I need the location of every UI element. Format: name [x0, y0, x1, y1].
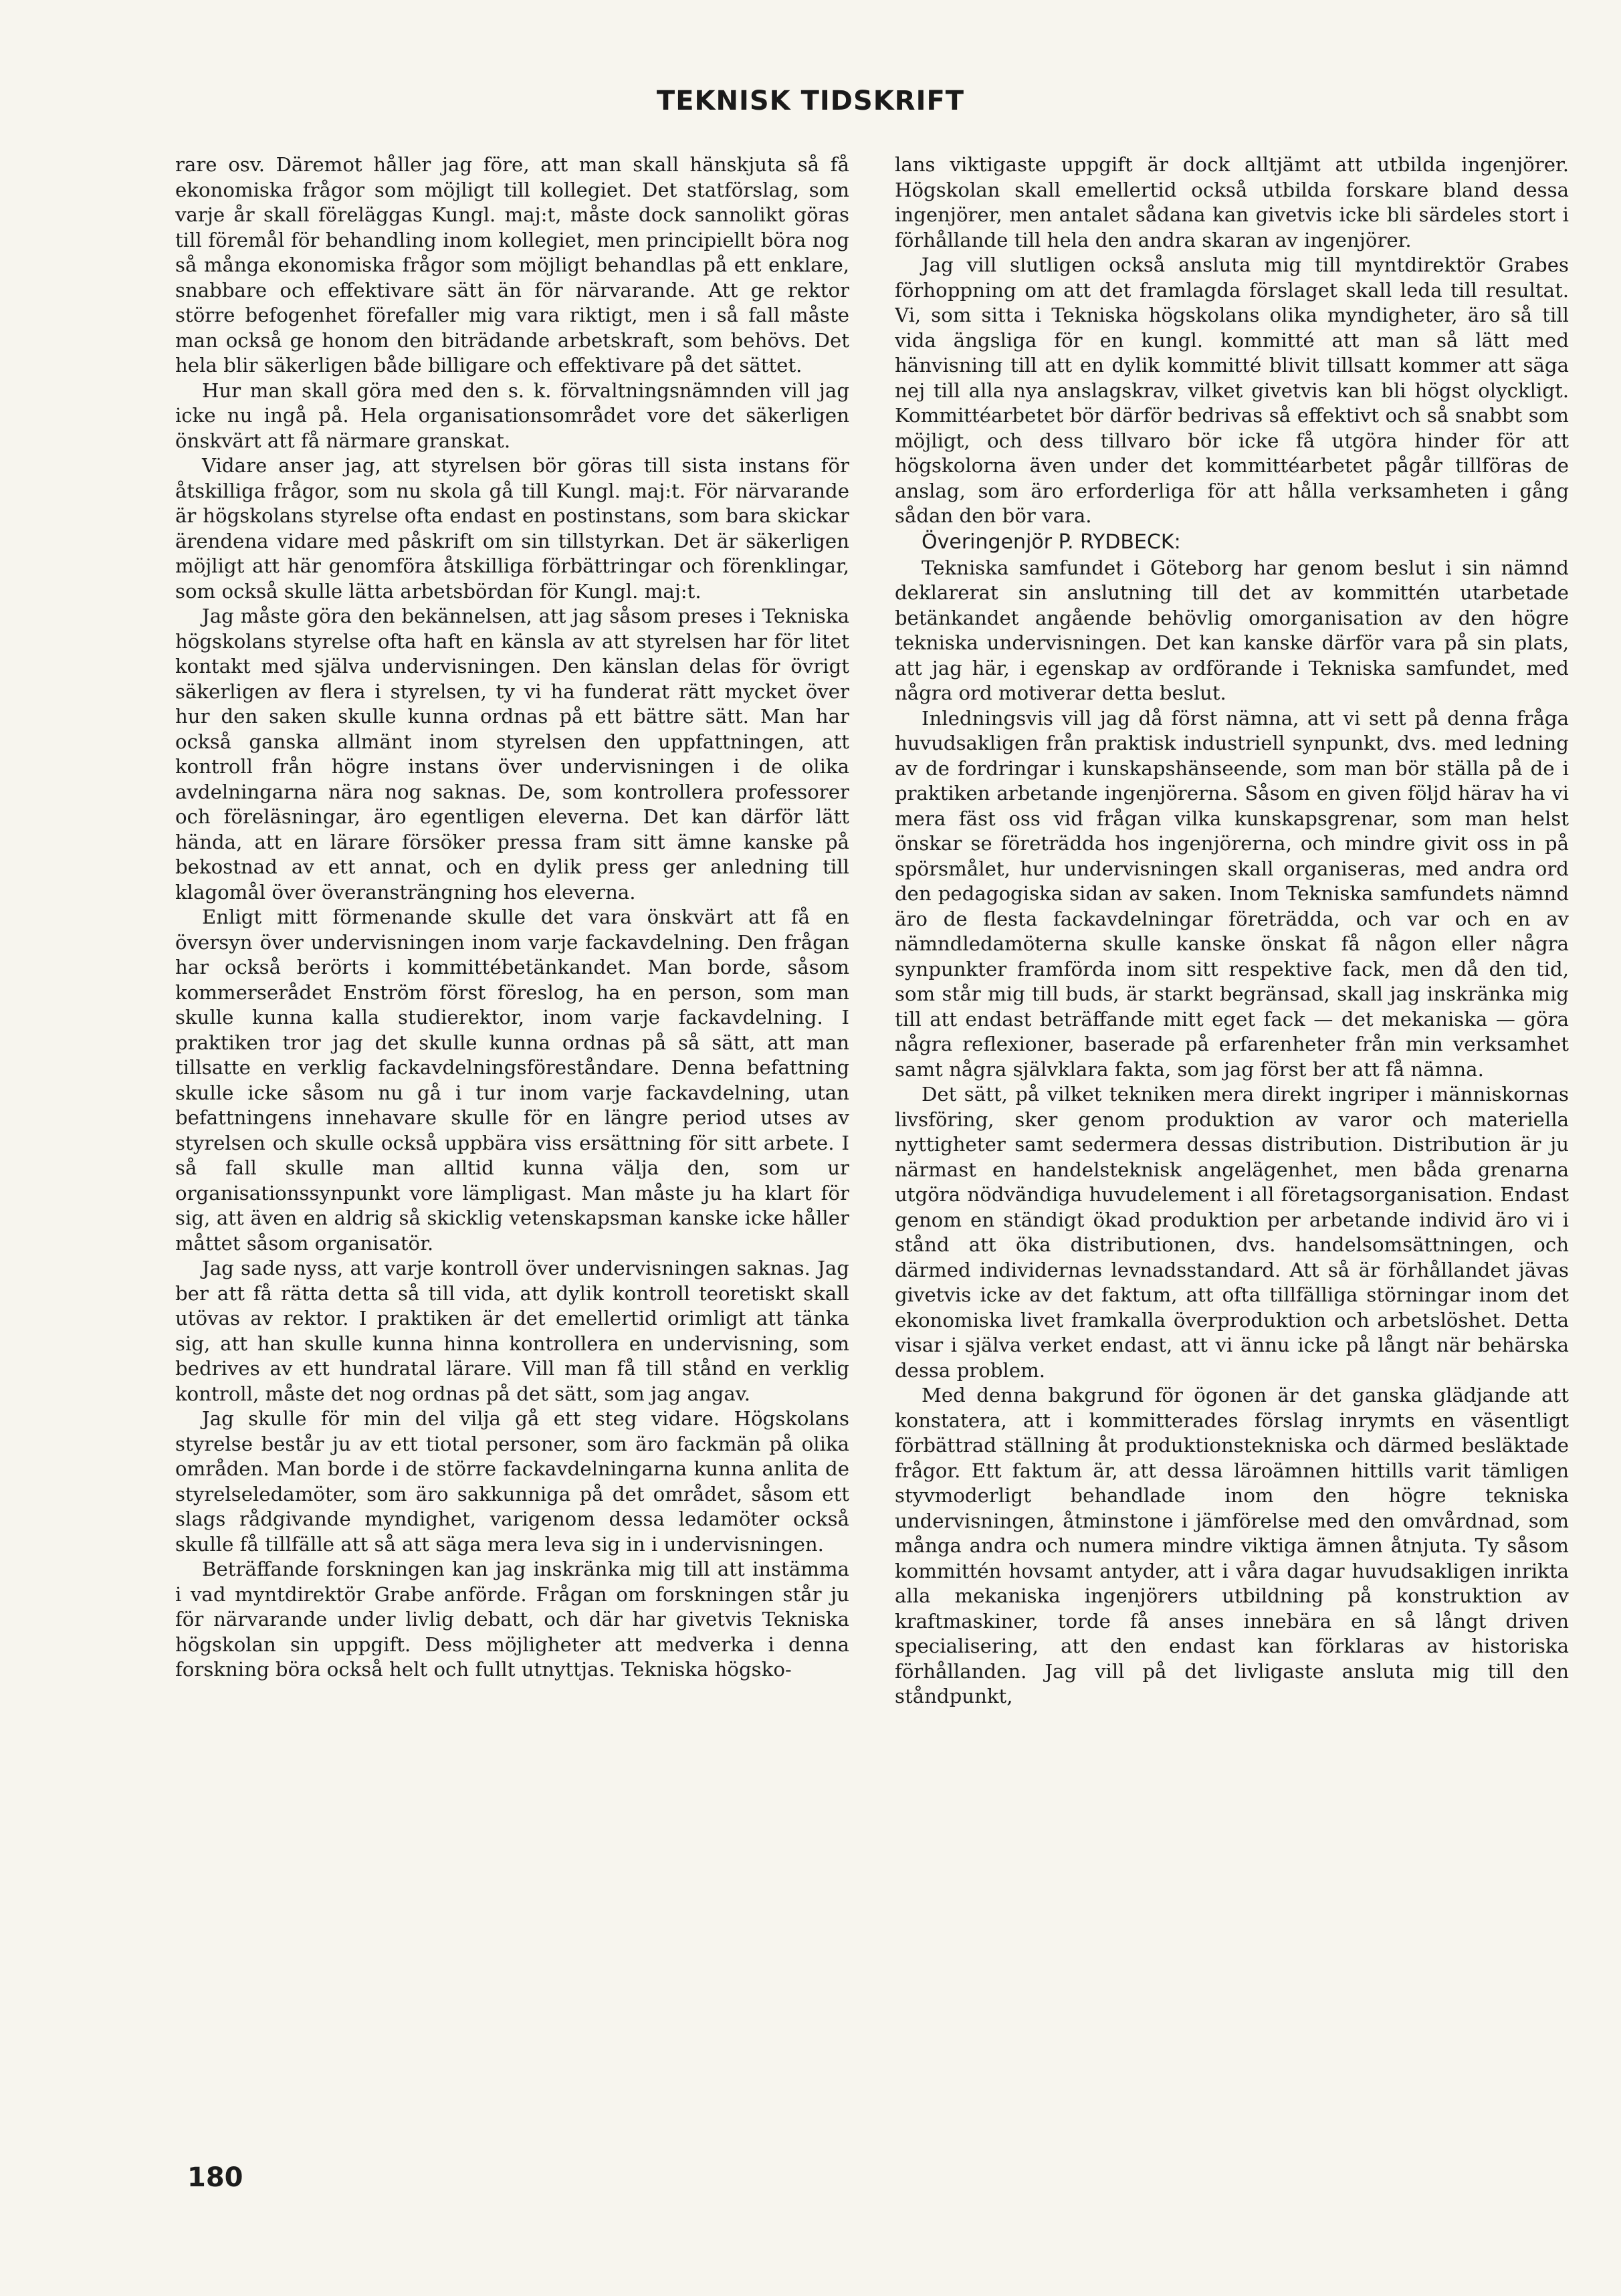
paragraph: Tekniska samfundet i Göteborg har genom beslut i sin nämnd deklarerat sin anslutning till det av kommittén utarbetade betänkandet angående behövlig omorganisation av den högre tekniska undervisningen. Det kan kanske därför vara på sin plats, att jag här, i egenskap av ordförande i Tekniska samfundet, med några ord motiverar detta beslut.: [895, 556, 1569, 704]
left-column: [175, 152, 849, 2159]
paragraph: Jag sade nyss, att varje kontroll över undervisningen saknas. Jag ber att få rätta detta så till vida, att dylik kontroll teoretiskt skall utövas av rektor. I praktiken är det emellertid orimligt att tänka sig, att han skulle kunna hinna kontrollera en undervisning, som bedrives av ett hundratal lärare. Vill man få till stånd en verklig kontroll, måste det nog ordnas på det sätt, som jag angav.: [175, 1257, 849, 1405]
paragraph: Enligt mitt förmenande skulle det vara önskvärt att få en översyn över undervisningen inom varje fackavdelning. Den frågan har också berörts i kommittébetänkandet. Man borde, såsom kommerserådet Enström först föreslog, ha en person, som man skulle kunna kalla studierektor, inom varje fackavdelning. I praktiken tror jag det skulle kunna ordnas på så sätt, att man tillsatte en verklig fackavdelningsföreståndare. Denna befattning skulle icke såsom nu gå i tur inom varje fackavdelning, utan befattningens innehavare skulle för en längre period utses av styrelsen och skulle också uppbära viss ersättning för sitt arbete. I så fall skulle man alltid kunna välja den, som ur organisationssynpunkt vore lämpligast. Man måste ju ha klart för sig, att även en aldrig så skicklig vetenskapsman kanske icke håller måttet såsom organisatör.: [175, 906, 849, 1255]
paragraph: rare osv. Däremot håller jag före, att man skall hänskjuta så få ekonomiska frågor som möjligt till kollegiet. Det statförslag, som varje år skall föreläggas Kungl. maj:t, måste dock sannolikt göras till föremål för behandling inom kollegiet, men principiellt böra nog så många ekonomiska frågor som möjligt behandlas på ett enklare, snabbare och effektivare sätt än för närvarande. Att ge rektor större befogenhet förefaller mig vara riktigt, men i så fall måste man också ge honom den biträdande arbetskraft, som behövs. Det hela blir säkerligen både billigare och effektivare på det sättet.: [175, 153, 849, 377]
paragraph: Jag måste göra den bekännelsen, att jag såsom preses i Tekniska högskolans styrelse ofta haft en känsla av att styrelsen har för litet kontakt med själva undervisningen. Den känslan delas för övrigt säkerligen av flera i styrelsen, ty vi ha funderat rätt mycket över hur den saken skulle kunna ordnas på ett bättre sätt. Man har också ganska allmänt inom styrelsen den uppfattningen, att kontroll från högre instans över undervisningen i de olika avdelningarna nära nog saknas. De, som kontrollera professorer och föreläsningar, äro egentligen eleverna. Det kan därför lätt hända, att en lärare försöker pressa fram sitt ämne kanske på bekostnad av ett annat, och en dylik press ger anledning till klagomål över överansträngning hos eleverna.: [175, 605, 849, 904]
paragraph: Jag skulle för min del vilja gå ett steg vidare. Högskolans styrelse består ju av ett tiotal personer, som äro fackmän på olika områden. Man borde i de större fackavdelningarna kunna anlita de styrelseledamöter, som äro sakkunniga på det området, såsom ett slags rådgivande myndighet, varigenom dessa ledamöter också skulle få tillfälle att så att säga mera leva sig in i undervisningen.: [175, 1407, 849, 1556]
journal-header: TEKNISK TIDSKRIFT: [656, 86, 965, 116]
paragraph: Jag vill slutligen också ansluta mig till myntdirektör Grabes förhoppning om att det framlagda förslaget skall leda till resultat. Vi, som sitta i Tekniska högskolans olika myndigheter, äro så till vida ängsliga för en kungl. kommitté att man så lätt med hänvisning till att en dylik kommitté blivit tillsatt kommer att säga nej till alla nya anslagskrav, vilket givetvis kan bli högst olyckligt. Kommittéarbetet bör därför bedrivas så effektivt och så snabbt som möjligt, och dess tillvaro bör icke få utgöra hinder för att högskolorna även under det kommittéarbetet pågår tillföras de anslag, som äro erforderliga för att hålla verksamheten i gång sådan den bör vara.: [895, 253, 1569, 527]
right-column: [895, 152, 1569, 2159]
paragraph: Det sätt, på vilket tekniken mera direkt ingriper i människornas livsföring, sker genom produktion av varor och materiella nyttigheter samt sedermera dessas distribution. Distribution är ju närmast en handelsteknisk angelägenhet, men båda grenarna utgöra nödvändiga huvudelement i all företagsorganisation. Endast genom en ständigt ökad produktion per arbetande individ äro vi i stånd att öka distributionen, dvs. handelsomsättningen, och därmed individernas levnadsstandard. Att så är förhållandet jävas givetvis icke av det faktum, att ofta tillfälliga störningar inom det ekonomiska livet framkalla överproduktion och arbetslöshet. Detta visar i själva verket endast, att vi ännu icke på långt när behärska dessa problem.: [895, 1083, 1569, 1382]
paragraph: lans viktigaste uppgift är dock alltjämt att utbilda ingenjörer. Högskolan skall emellertid också utbilda forskare bland dessa ingenjörer, men antalet sådana kan givetvis icke bli särdeles stort i förhållande till hela den andra skaran av ingenjörer.: [895, 153, 1569, 251]
paragraph: Hur man skall göra med den s. k. förvaltningsnämnden vill jag icke nu ingå på. Hela organisationsområdet vore det säkerligen önskvärt att få närmare granskat.: [175, 379, 849, 452]
paragraph: Beträffande forskningen kan jag inskränka mig till att instämma i vad myntdirektör Grabe anförde. Frågan om forskningen står ju för närvarande under livlig debatt, och där har givetvis Tekniska högskolan sin uppgift. Dess möjligheter att medverka i denna forskning böra också helt och fullt utnyttjas. Tekniska högsko-: [175, 1558, 849, 1681]
paragraph: Med denna bakgrund för ögonen är det ganska glädjande att konstatera, att i kommitterades förslag inrymts en väsentligt förbättrad ställning åt produktionstekniska och därmed besläktade frågor. Ett faktum är, att dessa läroämnen hittills varit tämligen styvmoderligt behandlade inom den högre tekniska undervisningen, åtminstone i jämförelse med den omvårdnad, som många andra och numera mindre viktiga ämnen åtnjuta. Ty såsom kommittén hovsamt antyder, att i våra dagar huvudsakligen inrikta alla mekaniska ingenjörers utbildning på konstruktion av kraftmaskiner, torde få anses innebära en så långt driven specialisering, att den endast kan förklaras av historiska förhållanden. Jag vill på det livligaste ansluta mig till den ståndpunkt,: [895, 1384, 1569, 1707]
paragraph: Vidare anser jag, att styrelsen bör göras till sista instans för åtskilliga frågor, som nu skola gå till Kungl. maj:t. För närvarande är högskolans styrelse ofta endast en postinstans, som bara skickar ärendena vidare med påskrift om sin tillstyrkan. Det är säkerligen möjligt att här genomföra åtskilliga förbättringar och förenklingar, som också skulle lätta arbetsbördan för Kungl. maj:t.: [175, 454, 849, 603]
speaker-heading: Överingenjör P. RYDBECK:: [922, 530, 1181, 554]
paragraph: Inledningsvis vill jag då först nämna, att vi sett på denna fråga huvudsakligen från praktisk industriell synpunkt, dvs. med ledning av de fordringar i kunskapshänseende, som man bör ställa på de i praktiken arbetande ingenjörerna. Såsom en given följd härav ha vi mera fäst oss vid frågan vilka kunskapsgrenar, som man helst önskar se företrädda hos ingenjörerna, och mindre givit oss in på spörsmålet, hur undervisningen skall organiseras, med andra ord den pedagogiska sidan av saken. Inom Tekniska samfundets nämnd äro de flesta fackavdelningar företrädda, och var och en av nämndledamöterna skulle kanske önskat få någon eller några synpunkter framförda inom sitt respektive fack, men då den tid, som står mig till buds, är starkt begränsad, skall jag inskränka mig till att endast beträffande mitt eget fack — det mekaniska — göra några reflexioner, baserade på erfarenheter från min verksamhet samt några självklara fakta, som jag först ber att få nämna.: [895, 706, 1569, 1081]
page-number: 180: [187, 2162, 243, 2193]
